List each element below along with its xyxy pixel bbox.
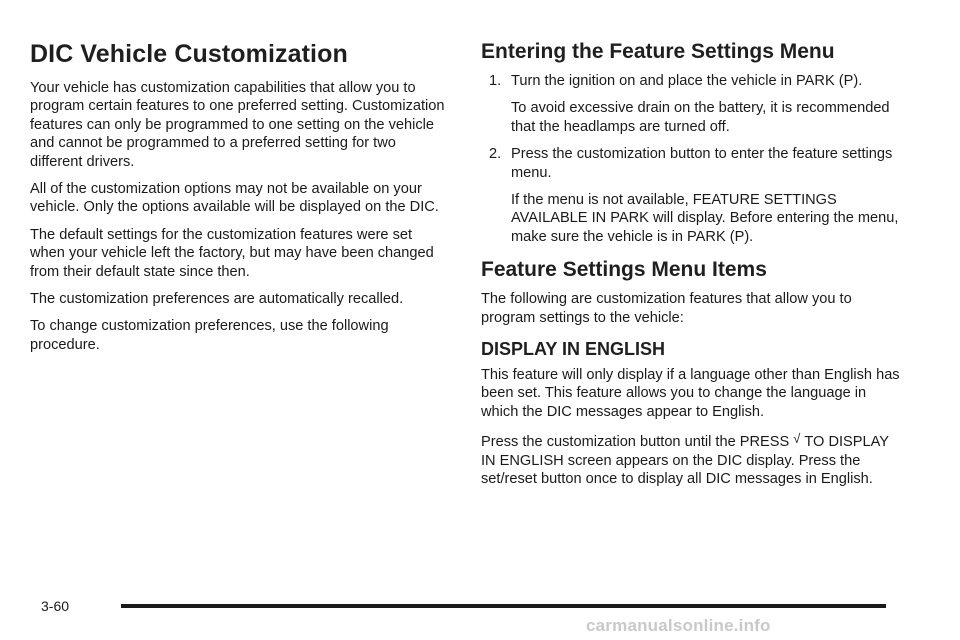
display-english-paragraph: This feature will only display if a language other than English has been set. This feature allows you to change the language in which the DIC messages appear to English. bbox=[481, 367, 900, 420]
availability-paragraph: All of the customization options may not be available on your vehicle. Only the options available will be displayed on the DIC. bbox=[30, 181, 439, 216]
steps-list bbox=[481, 72, 901, 246]
left-column bbox=[30, 40, 450, 363]
watermark-text: carmanualsonline.info bbox=[586, 616, 771, 635]
display-english-heading: DISPLAY IN ENGLISH bbox=[481, 339, 666, 360]
step-number: 1. bbox=[489, 73, 502, 89]
right-column bbox=[481, 40, 901, 498]
display-english-instructions bbox=[481, 430, 901, 488]
step-item bbox=[481, 72, 901, 136]
step-note: To avoid excessive drain on the battery, it is recommended that the headlamps are turned off. bbox=[511, 100, 890, 135]
intro-paragraph: Your vehicle has customization capabilities that allow you to program certain features to one preferred setting. Customization features can only be programmed to one setting on the vehicle and cannot be programmed to a preferred setting for two different drivers. bbox=[30, 80, 445, 170]
step-text: Turn the ignition on and place the vehicle in PARK (P). bbox=[511, 73, 863, 89]
recall-paragraph: The customization preferences are automatically recalled. bbox=[30, 291, 404, 308]
section-title: DIC Vehicle Customization bbox=[30, 40, 348, 68]
step-number: 2. bbox=[489, 146, 502, 163]
menu-items-intro: The following are customization features that allow you to program settings to the vehicle: bbox=[481, 291, 852, 326]
step-item bbox=[481, 145, 901, 246]
default-settings-paragraph: The default settings for the customization features were set when your vehicle left the factory, but may have been changed from their default state since then. bbox=[30, 226, 434, 280]
step-text: Press the customization button to enter the feature settings menu. bbox=[511, 146, 893, 181]
step-note: If the menu is not available, FEATURE SETTINGS AVAILABLE IN PARK will display. Before entering the menu, make sure the vehicle is in PARK (P). bbox=[511, 192, 899, 245]
instructions-text-start: Press the customization button until the PRESS bbox=[481, 434, 790, 451]
menu-items-heading: Feature Settings Menu Items bbox=[481, 258, 767, 282]
page-number: 3-60 bbox=[41, 598, 70, 614]
instructions-text-end: TO DISPLAY IN ENGLISH screen appears on the DIC display. Press the set/reset button once to display all DIC messages in English. bbox=[481, 434, 889, 488]
checkmark-icon: √ bbox=[793, 431, 801, 447]
entering-menu-heading: Entering the Feature Settings Menu bbox=[481, 40, 835, 63]
procedure-paragraph: To change customization preferences, use the following procedure. bbox=[30, 318, 389, 353]
footer-divider bbox=[121, 604, 886, 608]
